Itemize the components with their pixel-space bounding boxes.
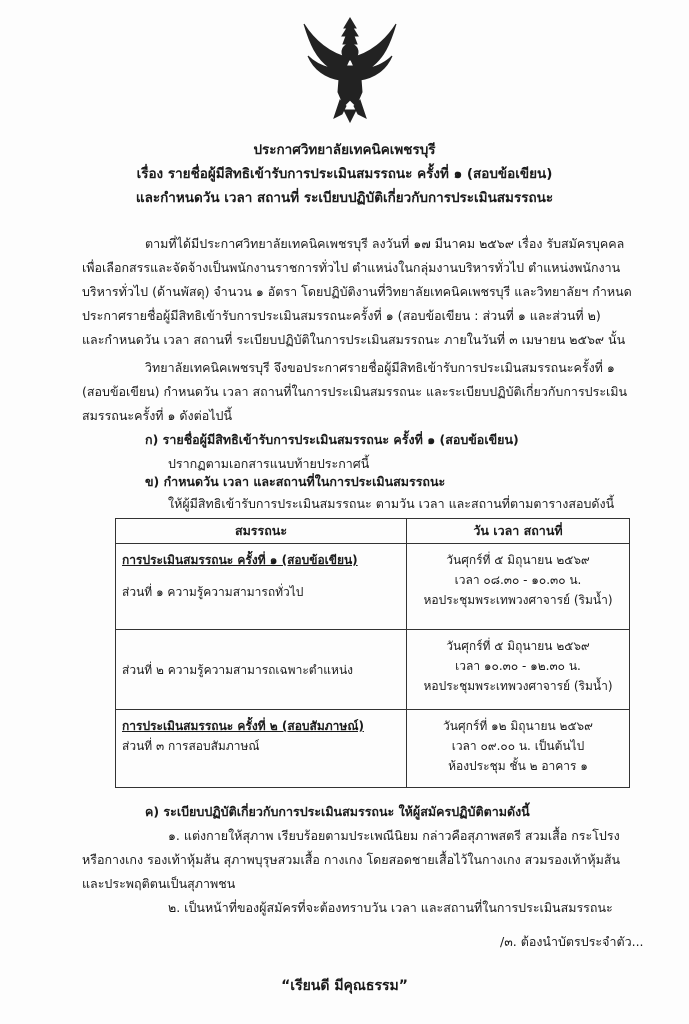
row1-competency — [116, 544, 407, 630]
row2-schedule — [407, 630, 630, 710]
garuda-emblem-icon — [300, 14, 400, 124]
header-datetime-place: วัน เวลา สถานที่ — [407, 519, 630, 544]
section-c-item1-line2: หรือกางเกง รองเท้าหุ้มส้น สุภาพบุรุษสวมเสื้อ กางเกง โดยสอดชายเสื้อไว้ในกางเกง สวมรองเท้าหุ้มส้น — [82, 852, 621, 867]
announce-line-2: (สอบข้อเขียน) กำหนดวัน เวลา สถานที่ในการประเมินสมรรถนะ และระเบียบปฏิบัติเกี่ยวกับการประเมิน — [82, 384, 628, 399]
row1-part: ส่วนที่ ๑ ความรู้ความสามารถทั่วไป — [122, 585, 304, 599]
row2-competency — [116, 630, 407, 710]
section-b-heading: ข) กำหนดวัน เวลา และสถานที่ในการประเมินสมรรถนะ — [145, 474, 446, 489]
row3-competency — [116, 710, 407, 788]
row3-time: เวลา ๐๙.๐๐ น. เป็นต้นไป — [451, 739, 585, 753]
intro-line-5: และกำหนดวัน เวลา สถานที่ ระเบียบปฏิบัติในการประเมินสมรรถนะ ภายในวันที่ ๓ เมษายน ๒๕๖๙ นั้น — [82, 332, 626, 347]
row3-part: ส่วนที่ ๓ การสอบสัมภาษณ์ — [122, 739, 260, 753]
section-c-item1-line3: และประพฤติตนเป็นสุภาพชน — [82, 876, 236, 891]
row1-date: วันศุกร์ที่ ๕ มิถุนายน ๒๕๖๙ — [446, 553, 590, 567]
intro-line-2: เพื่อเลือกสรรและจัดจ้างเป็นพนักงานราชการทั่วไป ตำแหน่งในกลุ่มงานบริหารทั่วไป ตำแหน่งพนักงาน — [82, 260, 621, 275]
table-row — [116, 630, 630, 710]
title-line-1: ประกาศวิทยาลัยเทคนิคเพชรบุรี — [253, 142, 436, 158]
intro-line-3: บริหารทั่วไป (ด้านพัสดุ) จำนวน ๑ อัตรา โดยปฏิบัติงานที่วิทยาลัยเทคนิคเพชรบุรี และวิทยาลัยฯ กำหนด — [82, 284, 632, 299]
continuation-note: /๓. ต้องนำบัตรประจำตัว... — [500, 934, 644, 949]
row1-time: เวลา ๐๘.๓๐ - ๑๐.๓๐ น. — [454, 573, 582, 587]
row1-place: หอประชุมพระเทพวงศาจารย์ (ริมน้ำ) — [423, 593, 613, 607]
row2-date: วันศุกร์ที่ ๕ มิถุนายน ๒๕๖๙ — [446, 639, 590, 653]
announce-line-1: วิทยาลัยเทคนิคเพชรบุรี จึงขอประกาศรายชื่อผู้มีสิทธิเข้ารับการประเมินสมรรถนะครั้งที่ ๑ — [145, 360, 615, 375]
section-c-item2: ๒. เป็นหน้าที่ของผู้สมัครที่จะต้องทราบวัน เวลา และสถานที่ในการประเมินสมรรถนะ — [168, 900, 613, 915]
row1-title: การประเมินสมรรถนะ ครั้งที่ ๑ (สอบข้อเขียน) — [122, 553, 358, 567]
section-c-heading: ค) ระเบียบปฏิบัติเกี่ยวกับการประเมินสมรรถนะ ให้ผู้สมัครปฏิบัติตามดังนี้ — [145, 804, 530, 819]
intro-line-1: ตามที่ได้มีประกาศวิทยาลัยเทคนิคเพชรบุรี ลงวันที่ ๑๗ มีนาคม ๒๕๖๙ เรื่อง รับสมัครบุคคล — [145, 236, 625, 251]
row3-date: วันศุกร์ที่ ๑๒ มิถุนายน ๒๕๖๙ — [443, 719, 593, 733]
exam-schedule-table — [115, 518, 630, 788]
section-b-body: ให้ผู้มีสิทธิเข้ารับการประเมินสมรรถนะ ตามวัน เวลา และสถานที่ตามตารางสอบดังนี้ — [168, 496, 615, 511]
row3-schedule — [407, 710, 630, 788]
row3-place: ห้องประชุม ชั้น ๒ อาคาร ๑ — [448, 759, 588, 773]
announce-line-3: สมรรถนะครั้งที่ ๑ ดังต่อไปนี้ — [82, 408, 233, 423]
table-row — [116, 710, 630, 788]
section-c-item1-line1: ๑. แต่งกายให้สุภาพ เรียบร้อยตามประเพณีนิยม กล่าวคือสุภาพสตรี สวมเสื้อ กระโปรง — [168, 828, 620, 843]
intro-line-4: ประกาศรายชื่อผู้มีสิทธิเข้ารับการประเมินสมรรถนะครั้งที่ ๑ (สอบข้อเขียน : ส่วนที่ ๑ และส่วนที่ ๒) — [82, 308, 601, 323]
title-line-2: เรื่อง รายชื่อผู้มีสิทธิเข้ารับการประเมินสมรรถนะ ครั้งที่ ๑ (สอบข้อเขียน) — [136, 166, 553, 182]
table-header-row — [116, 519, 630, 544]
row1-schedule — [407, 544, 630, 630]
section-a-body: ปรากฏตามเอกสารแนบท้ายประกาศนี้ — [168, 456, 370, 471]
row2-place: หอประชุมพระเทพวงศาจารย์ (ริมน้ำ) — [423, 679, 613, 693]
title-line-3: และกำหนดวัน เวลา สถานที่ ระเบียบปฏิบัติเกี่ยวกับการประเมินสมรรถนะ — [135, 190, 554, 206]
college-motto: “เรียนดี มีคุณธรรม” — [281, 978, 408, 994]
section-a-heading: ก) รายชื่อผู้มีสิทธิเข้ารับการประเมินสมรรถนะ ครั้งที่ ๑ (สอบข้อเขียน) — [145, 432, 519, 447]
row3-title: การประเมินสมรรถนะ ครั้งที่ ๒ (สอบสัมภาษณ์) — [122, 719, 364, 733]
table-row — [116, 544, 630, 630]
row2-time: เวลา ๑๐.๓๐ - ๑๒.๓๐ น. — [455, 659, 581, 673]
row2-part: ส่วนที่ ๒ ความรู้ความสามารถเฉพาะตำแหน่ง — [122, 662, 354, 677]
header-competency: สมรรถนะ — [116, 519, 407, 544]
announcement-title — [0, 138, 689, 210]
